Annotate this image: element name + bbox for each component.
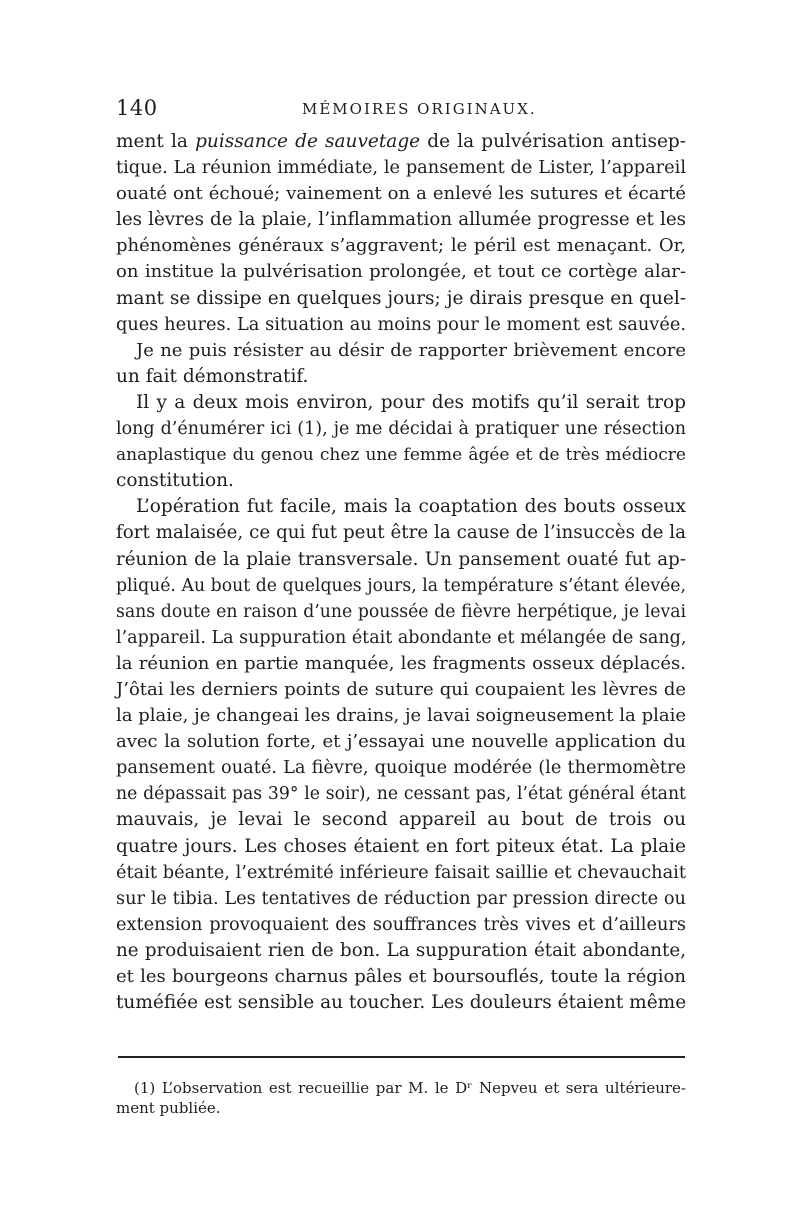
text-line: sur le tibia. Les tentatives de réduction par pression directe ou bbox=[116, 888, 686, 909]
text-fragment: de la pulvérisation antisep- bbox=[420, 131, 687, 152]
text-line: tique. La réunion immédiate, le pansement de Lister, l’appareil bbox=[116, 158, 686, 179]
paragraph-start-line: Je ne puis résister au désir de rapporter brièvement encore bbox=[136, 339, 686, 361]
text-line: était béante, l’extrémité inférieure faisait saillie et chevauchait bbox=[116, 862, 686, 883]
text-line: l’appareil. La suppuration était abondante et mélangée de sang, bbox=[116, 627, 687, 648]
paragraph-end-line: constitution. bbox=[116, 470, 234, 492]
text-line: la réunion en partie manquée, les fragments osseux déplacés. bbox=[116, 652, 686, 674]
text-line: avec la solution forte, et j’essayai une nouvelle application du bbox=[116, 731, 686, 753]
text-line: mauvais, je levai le second appareil au bout de trois ou bbox=[116, 809, 686, 831]
page-number: 140 bbox=[116, 96, 158, 120]
text-line: fort malaisée, ce qui fut peut être la cause de l’insuccès de la bbox=[116, 522, 686, 544]
footnote-divider bbox=[118, 1056, 685, 1058]
text-line: ouaté ont échoué; vainement on a enlevé les sutures et écarté bbox=[116, 183, 686, 205]
text-line: et les bourgeons charnus pâles et boursouflés, toute la région bbox=[116, 966, 686, 987]
text-line: les lèvres de la plaie, l’inflammation allumée progresse et les bbox=[116, 209, 686, 231]
text-line: on institue la pulvérisation prolongée, et tout ce cortège alar- bbox=[116, 261, 686, 283]
text-line: long d’énumérer ici (1), je me décidai à pratiquer une résection bbox=[116, 419, 686, 440]
text-line: extension provoquaient des souffrances très vives et d’ailleurs bbox=[116, 914, 686, 935]
text-line: tuméfiée est sensible au toucher. Les douleurs étaient même bbox=[116, 992, 687, 1014]
text-line: phénomènes généraux s’aggravent; le péril est menaçant. Or, bbox=[116, 235, 686, 257]
paragraph-start-line: Il y a deux mois environ, pour des motifs qu’il serait trop bbox=[136, 391, 686, 413]
body-text bbox=[116, 129, 686, 1016]
footnote-line: ment publiée. bbox=[116, 1099, 221, 1117]
text-line: ne dépassait pas 39° le soir), ne cessant pas, l’état général étant bbox=[116, 784, 686, 805]
text-line: ne produisaient rien de bon. La suppuration était abondante, bbox=[116, 939, 686, 961]
footnote bbox=[116, 1078, 686, 1118]
text-line: sans doute en raison d’une poussée de fièvre herpétique, je levai bbox=[116, 601, 686, 622]
text-line: J’ôtai les derniers points de suture qui coupaient les lèvres de bbox=[116, 678, 686, 700]
text-line bbox=[116, 129, 686, 155]
text-line: ques heures. La situation au moins pour le moment est sauvée. bbox=[116, 314, 686, 335]
text-fragment: ment la bbox=[116, 131, 196, 152]
text-line: pliqué. Au bout de quelques jours, la température s’étant élevée, bbox=[116, 575, 686, 596]
text-line: réunion de la plaie transversale. Un pansement ouaté fut ap- bbox=[116, 548, 686, 570]
text-line: la plaie, je changeai les drains, je lavai soigneusement la plaie bbox=[116, 705, 686, 727]
italic-phrase: puissance de sauvetage bbox=[195, 131, 421, 152]
text-line: quatre jours. Les choses étaient en fort piteux état. La plaie bbox=[116, 835, 686, 857]
paragraph-start-line: L’opération fut facile, mais la coaptation des bouts osseux bbox=[136, 496, 686, 518]
footnote-line: (1) L’observation est recueillie par M. le Dʳ Nepveu et sera ultérieure- bbox=[134, 1079, 686, 1097]
page-header bbox=[116, 96, 686, 126]
text-line: anaplastique du genou chez une femme âgée et de très médiocre bbox=[116, 445, 686, 466]
text-line: mant se dissipe en quelques jours; je dirais presque en quel- bbox=[116, 287, 686, 309]
text-line: pansement ouaté. La fièvre, quoique modérée (le thermomètre bbox=[116, 758, 686, 779]
running-head: MÉMOIRES ORIGINAUX. bbox=[302, 100, 537, 118]
paragraph-end-line: un fait démonstratif. bbox=[116, 365, 309, 387]
